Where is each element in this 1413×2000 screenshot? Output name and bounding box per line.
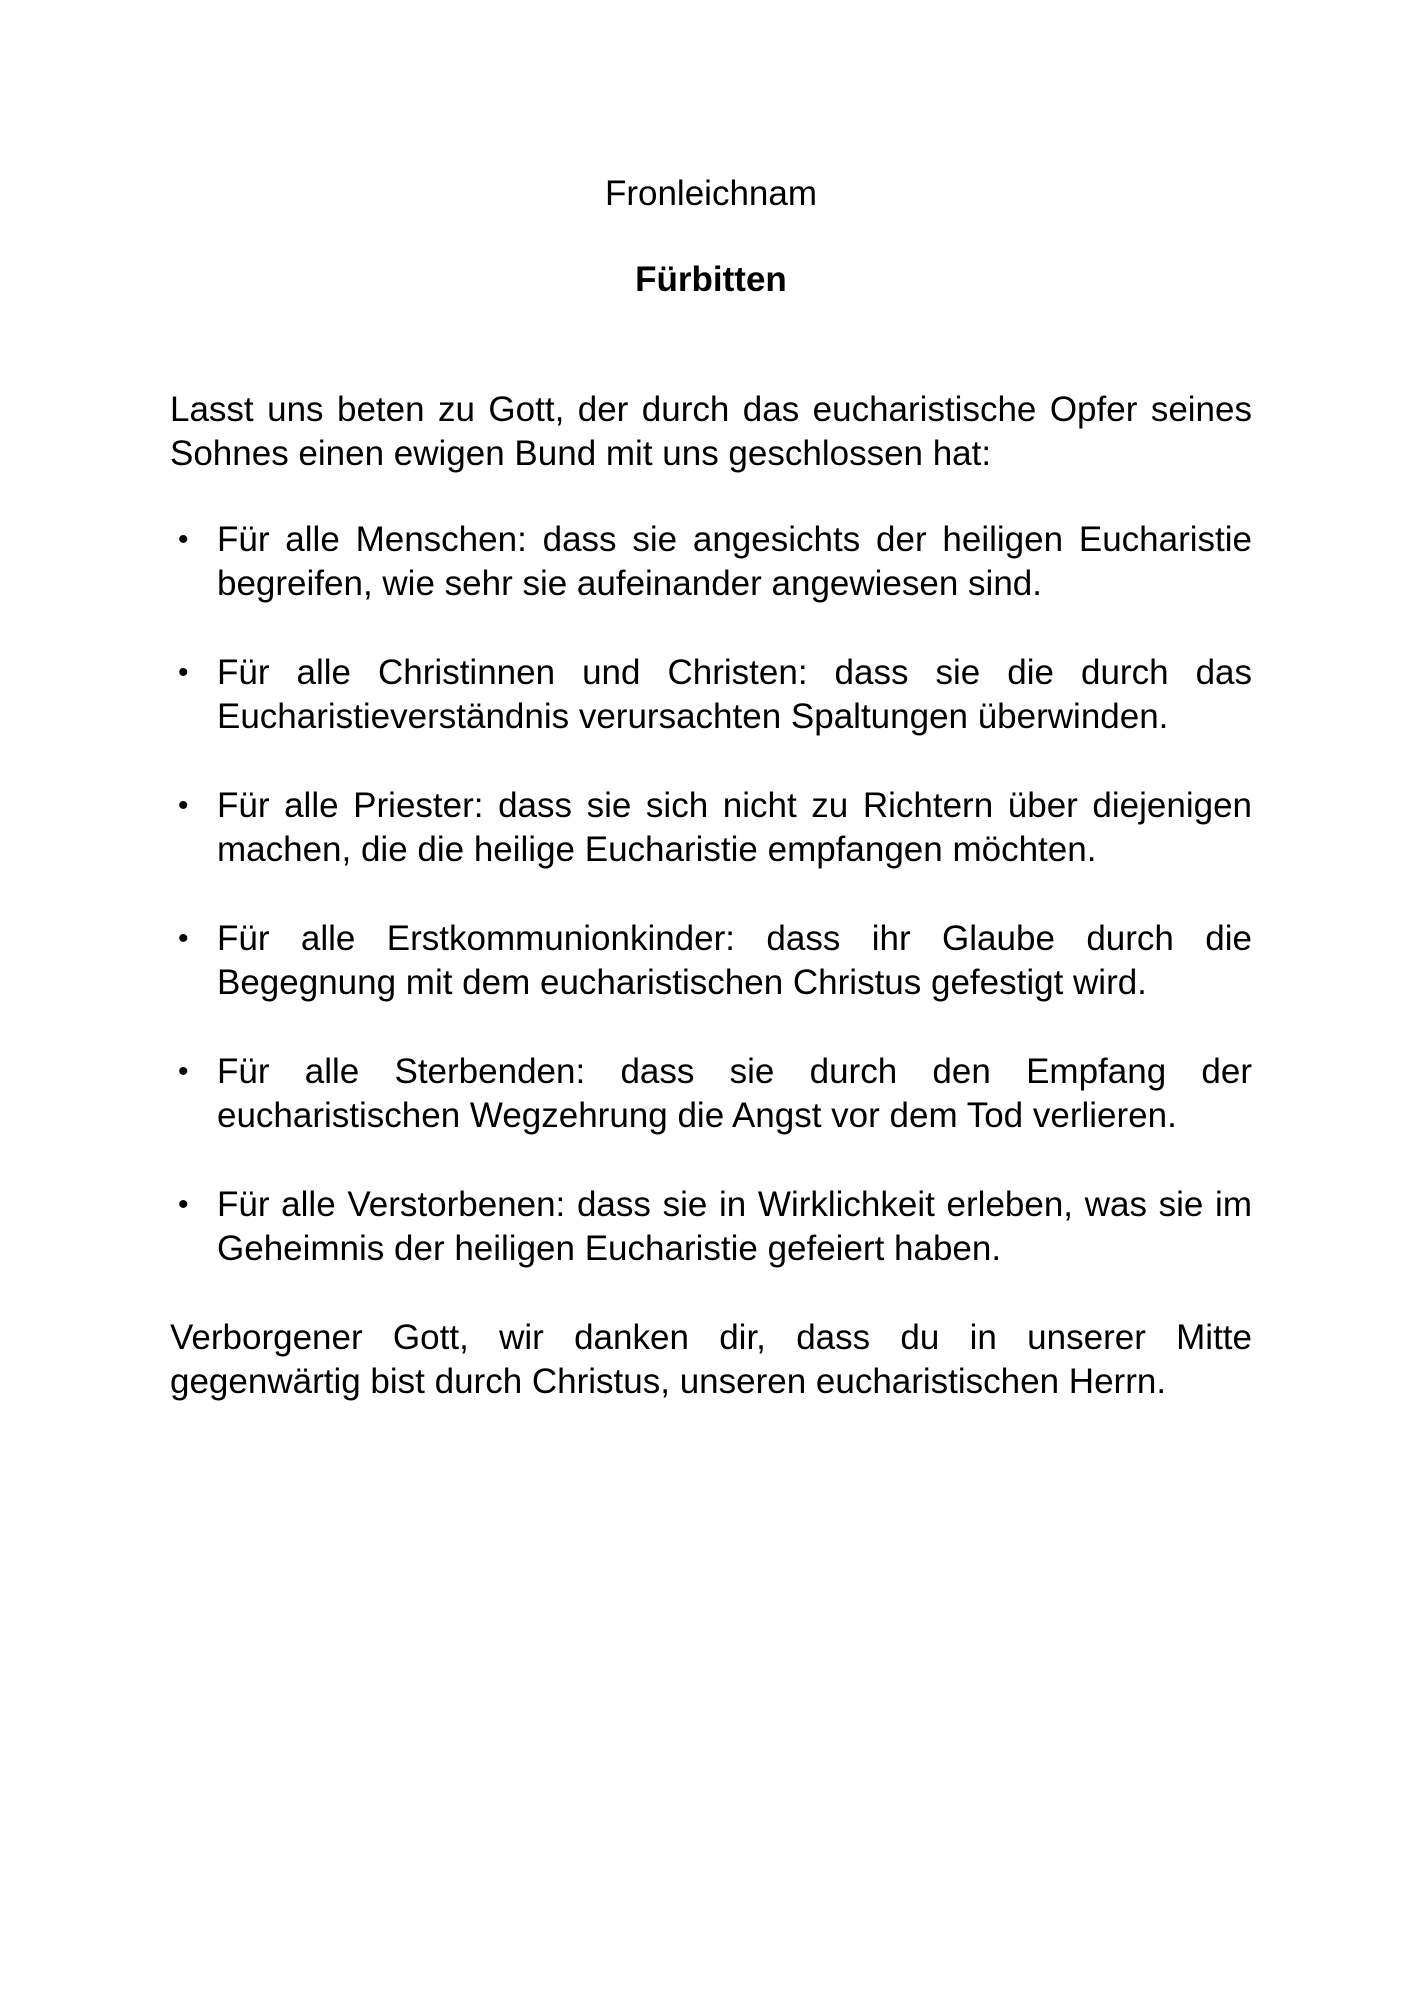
- intro-paragraph: Lasst uns beten zu Gott, der durch das eucharistische Opfer seines Sohnes einen ewigen Bund mit uns geschlossen hat:: [170, 390, 1252, 473]
- document-title: Fürbitten: [635, 260, 787, 299]
- petition-item: [170, 784, 1252, 872]
- petition-item: [170, 1050, 1252, 1138]
- petition-text: Für alle Verstorbenen: dass sie in Wirklichkeit erleben, was sie im Geheimnis der heiligen Eucharistie gefeiert haben.: [217, 1185, 1252, 1268]
- document-occasion: Fronleichnam: [604, 174, 818, 213]
- closing-prayer: Verborgener Gott, wir danken dir, dass du in unserer Mitte gegenwärtig bist durch Christus, unseren eucharistischen Herrn.: [170, 1318, 1252, 1401]
- petition-text: Für alle Erstkommunionkinder: dass ihr Glaube durch die Begegnung mit dem eucharistischen Christus gefestigt wird.: [217, 919, 1252, 1002]
- bullet-icon: •: [178, 656, 189, 689]
- petition-item: [170, 518, 1252, 606]
- petition-text: Für alle Sterbenden: dass sie durch den Empfang der eucharistischen Wegzehrung die Angst vor dem Tod verlieren.: [217, 1052, 1252, 1135]
- bullet-icon: •: [178, 1055, 189, 1088]
- bullet-icon: •: [178, 922, 189, 955]
- petition-item: [170, 917, 1252, 1005]
- petition-text: Für alle Priester: dass sie sich nicht zu Richtern über diejenigen machen, die die heilige Eucharistie empfangen möchten.: [217, 786, 1252, 869]
- bullet-icon: •: [178, 789, 189, 822]
- bullet-icon: •: [178, 1188, 189, 1221]
- document-page: [170, 160, 1252, 1404]
- bullet-icon: •: [178, 523, 189, 556]
- petition-list: [170, 518, 1252, 1271]
- petition-text: Für alle Christinnen und Christen: dass sie die durch das Eucharistieverständnis verursachten Spaltungen überwinden.: [217, 653, 1252, 736]
- petition-item: [170, 651, 1252, 739]
- petition-item: [170, 1183, 1252, 1271]
- petition-text: Für alle Menschen: dass sie angesichts der heiligen Eucharistie begreifen, wie sehr sie aufeinander angewiesen sind.: [217, 520, 1252, 603]
